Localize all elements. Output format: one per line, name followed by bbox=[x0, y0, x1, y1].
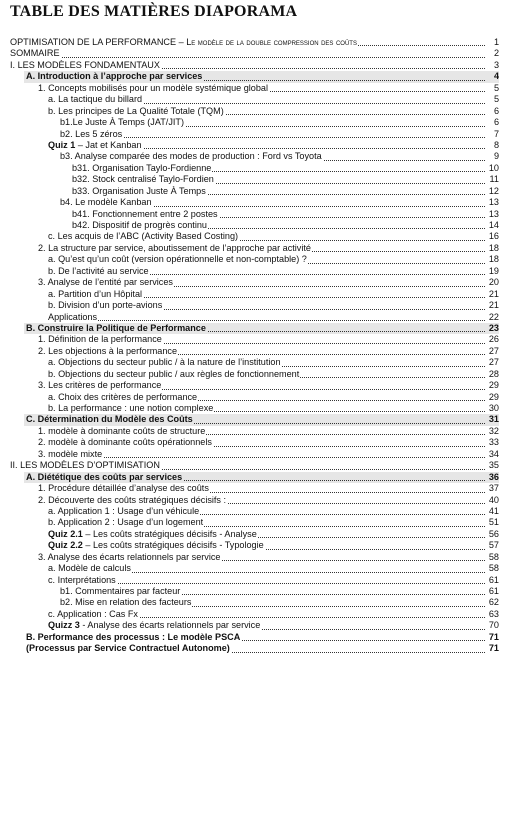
page-number: 40 bbox=[488, 494, 499, 505]
toc-entry-label: b. Les principes de La Qualité Totale (TQM) bbox=[48, 105, 224, 116]
toc-entry-label: b. Application 2 : Usage d’un logement bbox=[48, 517, 204, 528]
page-number: 32 bbox=[488, 425, 499, 436]
page-number: 58 bbox=[488, 563, 499, 574]
toc-entry-label: 2. La structure par service, aboutissement de l’approche par activité bbox=[38, 242, 311, 253]
toc-entry-label: b. De l’activité au service bbox=[48, 265, 149, 276]
toc-entry-label bbox=[48, 529, 258, 540]
toc-entry-label: b2. Mise en relation des facteurs bbox=[60, 597, 192, 608]
toc-entry-label: b1.Le Juste À Temps (JAT/JIT) bbox=[60, 117, 184, 128]
page-number: 27 bbox=[488, 345, 499, 356]
page-number: 61 bbox=[488, 586, 499, 596]
toc-entry-label: 1. Procédure détaillée d’analyse des coûts bbox=[38, 483, 209, 494]
toc-entry-label: A. Diététique des coûts par services bbox=[26, 471, 183, 482]
page-number: 13 bbox=[488, 208, 499, 219]
page-number: 5 bbox=[493, 82, 499, 93]
toc-entry-label bbox=[48, 620, 261, 631]
page-number: 6 bbox=[493, 117, 499, 128]
toc-entry-label: I. LES MODÈLES FONDAMENTAUX bbox=[10, 59, 160, 70]
quiz-label: Quiz 2.1 bbox=[48, 528, 83, 539]
page-number: 7 bbox=[493, 128, 499, 139]
page-number: 26 bbox=[488, 334, 499, 345]
toc-entry-label: b2. Les 5 zéros bbox=[60, 128, 123, 139]
toc-entry-label: b. La performance : une notion complexe bbox=[48, 403, 214, 413]
toc-entry-label: b31. Organisation Taylo-Fordienne bbox=[72, 162, 212, 173]
page-number: 33 bbox=[488, 437, 499, 448]
toc-entry-label: 1. modèle à dominante coûts de structure bbox=[38, 425, 206, 436]
page-number: 12 bbox=[488, 185, 499, 196]
toc-entry-label: 2. Découverte des coûts stratégiques décisifs : bbox=[38, 494, 227, 505]
toc-entry-label: (Processus par Service Contractuel Autonome) bbox=[26, 643, 230, 654]
toc-entry-label: B. Performance des processus : Le modèle PSCA bbox=[26, 631, 241, 642]
quiz-label: Quizz 3 bbox=[48, 620, 80, 631]
page-number: 27 bbox=[488, 357, 499, 368]
page-number: 28 bbox=[488, 368, 499, 379]
toc-entry-label: B. Construire la Politique de Performance bbox=[26, 322, 206, 333]
toc-entry-label: a. Modèle de calculs bbox=[48, 563, 131, 574]
quiz-description: - Analyse des écarts relationnels par service bbox=[79, 620, 261, 631]
page-number: 1 bbox=[493, 37, 499, 47]
toc-entry-label: 2. Les objections à la performance bbox=[38, 345, 178, 356]
page-number: 61 bbox=[488, 574, 499, 585]
table-of-contents bbox=[0, 37, 507, 655]
toc-entry-label: b3. Analyse comparée des modes de production : Ford vs Toyota bbox=[60, 151, 322, 162]
toc-entry-label: a. Partition d’un Hôpital bbox=[48, 288, 143, 299]
page-number: 11 bbox=[489, 174, 499, 185]
page-number: 70 bbox=[488, 620, 499, 631]
page-number: 2 bbox=[493, 48, 499, 59]
page-number: 37 bbox=[488, 483, 499, 494]
toc-entry-label bbox=[10, 37, 358, 48]
page-number: 29 bbox=[488, 380, 499, 391]
toc-entry-label: b. Objections du secteur public / aux règles de fonctionnement bbox=[48, 368, 300, 379]
toc-entry-label: 3. modèle mixte bbox=[38, 448, 103, 459]
toc-entry-label: b42. Dispositif de progrès continu bbox=[72, 220, 207, 230]
toc-entry-label: b32. Stock centralisé Taylo-Fordien bbox=[72, 174, 214, 185]
page-number: 56 bbox=[488, 528, 499, 539]
toc-entry-label: 2. modèle à dominante coûts opérationnels bbox=[38, 437, 212, 448]
page-number: 29 bbox=[488, 391, 499, 402]
page-number: 6 bbox=[493, 105, 499, 116]
toc-entry-label: b4. Le modèle Kanban bbox=[60, 197, 152, 208]
quiz-description: – Jat et Kanban bbox=[75, 139, 142, 150]
page-number: 23 bbox=[488, 322, 499, 333]
page-number: 10 bbox=[488, 162, 499, 173]
document-title: TABLE DES MATIÈRES DIAPORAMA bbox=[10, 3, 298, 20]
toc-entry-label: 3. Analyse des écarts relationnels par service bbox=[38, 551, 221, 562]
toc-entry-label: c. Les acquis de l’ABC (Activity Based Costing) bbox=[48, 231, 239, 242]
page-number: 19 bbox=[488, 265, 499, 276]
page-number: 62 bbox=[488, 597, 499, 608]
toc-entry-label: c. Interprétations bbox=[48, 574, 116, 585]
toc-entry-label: a. Choix des critères de performance bbox=[48, 391, 198, 402]
page-number: 36 bbox=[488, 471, 499, 482]
page-number: 14 bbox=[488, 220, 499, 230]
toc-entry-label: b33. Organisation Juste À Temps bbox=[72, 185, 206, 196]
toc-entry-label: b41. Fonctionnement entre 2 postes bbox=[72, 208, 218, 219]
page-number: 35 bbox=[488, 460, 499, 471]
toc-entry-label: b. Division d’un porte-avions bbox=[48, 300, 163, 311]
toc-entry-label: a. Qu’est qu’un coût (version opérationnelle et non-comptable) ? bbox=[48, 254, 307, 265]
toc-entry[interactable] bbox=[0, 643, 507, 654]
toc-entry-label: a. Application 1 : Usage d’un véhicule bbox=[48, 505, 200, 516]
page-number: 21 bbox=[488, 288, 499, 299]
toc-entry-label: c. Application : Cas Fx bbox=[48, 608, 138, 619]
entry-main-text: OPTIMISATION DE LA PERFORMANCE – bbox=[10, 37, 187, 47]
toc-entry-label: 1. Définition de la performance bbox=[38, 334, 162, 345]
quiz-description: – Les coûts stratégiques décisifs - Typologie bbox=[82, 540, 264, 551]
toc-entry-label: II. LES MODÈLES D’OPTIMISATION bbox=[10, 460, 160, 471]
toc-entry-label: b1. Commentaires par facteur bbox=[60, 586, 181, 596]
page-number: 71 bbox=[488, 631, 499, 642]
page-number: 57 bbox=[488, 540, 499, 551]
toc-entry-label bbox=[48, 140, 143, 151]
page-number: 63 bbox=[488, 608, 499, 619]
page-number: 22 bbox=[488, 311, 499, 322]
page-number: 3 bbox=[493, 59, 499, 70]
toc-entry-label: Applications bbox=[48, 311, 98, 322]
page-number: 5 bbox=[493, 94, 499, 105]
page-number: 30 bbox=[488, 403, 499, 413]
entry-subtitle: Le modèle de la double compression des coûts bbox=[186, 37, 357, 47]
page-number: 41 bbox=[488, 505, 499, 516]
toc-entry-label: 1. Concepts mobilisés pour un modèle systémique global bbox=[38, 82, 268, 93]
page-number: 58 bbox=[488, 551, 499, 562]
page-number: 51 bbox=[488, 517, 499, 528]
toc-entry-label: SOMMAIRE bbox=[10, 48, 60, 59]
toc-entry-label: a. La tactique du billard bbox=[48, 94, 143, 105]
page-number: 31 bbox=[488, 414, 499, 425]
toc-entry-label: 3. Les critères de performance bbox=[38, 380, 162, 391]
page-number: 21 bbox=[488, 300, 499, 311]
page-number: 9 bbox=[493, 151, 499, 162]
page-number: 4 bbox=[493, 71, 499, 82]
toc-entry-label bbox=[48, 540, 265, 551]
quiz-description: – Les coûts stratégiques décisifs - Analyse bbox=[82, 528, 257, 539]
page-number: 20 bbox=[488, 277, 499, 288]
page-number: 71 bbox=[488, 643, 499, 654]
toc-entry-label: C. Détermination du Modèle des Coûts bbox=[26, 414, 193, 425]
toc-entry-label: A. Introduction à l’approche par services bbox=[26, 71, 203, 82]
page-number: 18 bbox=[488, 254, 499, 265]
page-number: 13 bbox=[488, 197, 499, 208]
page-number: 8 bbox=[493, 139, 499, 150]
page-number: 16 bbox=[488, 231, 499, 242]
quiz-label: Quiz 2.2 bbox=[48, 540, 83, 551]
quiz-label: Quiz 1 bbox=[48, 139, 76, 150]
page-number: 18 bbox=[488, 242, 499, 253]
page-number: 34 bbox=[488, 448, 499, 459]
toc-entry-label: 3. Analyse de l’entité par services bbox=[38, 277, 173, 288]
toc-entry-label: a. Objections du secteur public / à la nature de l’institution bbox=[48, 357, 281, 368]
